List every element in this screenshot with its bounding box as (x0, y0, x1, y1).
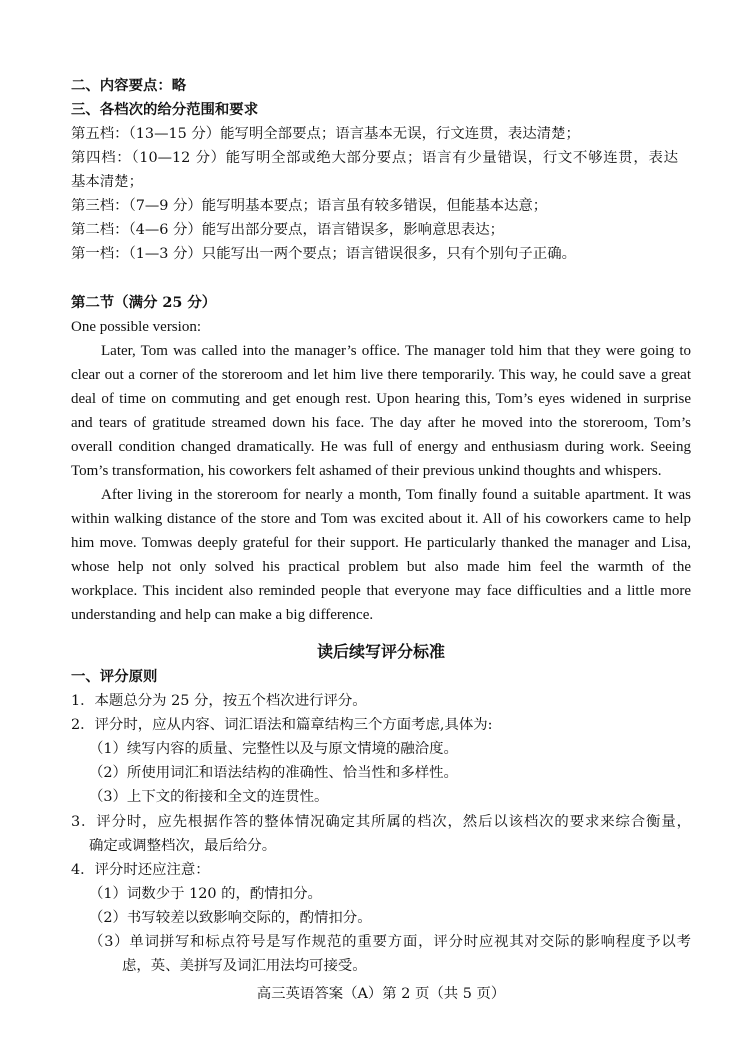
section2-heading: 二、内容要点：略 (71, 77, 187, 94)
essay-line: and tears of gratitude streamed down his face. The day after he moved into the storeroom, Tom’s (71, 415, 691, 431)
rule-subitem: （3）单词拼写和标点符号是写作规范的重要方面，评分时应视其对交际的影响程度予以考 (89, 934, 691, 950)
rule-item: 2．评分时，应从内容、词汇语法和篇章结构三个方面考虑,具体为: (71, 717, 493, 733)
rule-item: 4．评分时还应注意： (71, 862, 210, 878)
rule-item: 1．本题总分为 25 分，按五个档次进行评分。 (71, 693, 367, 709)
grade-line: 第一档：（1—3 分）只能写出一两个要点；语言错误很多，只有个别句子正确。 (71, 246, 576, 262)
essay-line: deal of time on commuting and get enough rest. Upon hearing this, Tom’s eyes widened in surprise (71, 391, 691, 407)
essay-line: After living in the storeroom for nearly a month, Tom finally found a suitable apartment. It was (101, 487, 691, 503)
grade-line: 第四档：（10—12 分）能写明全部或绝大部分要点；语言有少量错误，行文不够连贯，表达 (71, 150, 678, 166)
essay-line: overall condition changed dramatically. He was full of energy and enthusiasm during work. Seeing (71, 439, 691, 455)
criteria-title: 读后续写评分标准 (316, 642, 445, 661)
section3-heading: 三、各档次的给分范围和要求 (71, 101, 259, 118)
page-footer: 高三英语答案（A）第 2 页（共 5 页） (256, 986, 506, 1002)
rule-item-continuation: 确定或调整档次，最后给分。 (89, 838, 277, 854)
grade-line: 第五档：（13—15 分）能写明全部要点；语言基本无误，行文连贯，表达清楚； (71, 126, 580, 142)
rule-subitem-continuation: 虑，英、美拼写及词汇用法均可接受。 (122, 958, 367, 974)
rule-subitem: （3）上下文的衔接和全文的连贯性。 (89, 789, 329, 805)
essay-line: understanding and help can make a big difference. (71, 607, 374, 623)
essay-line: clear out a corner of the storeroom and let him live there temporarily. This way, he could save a great (71, 367, 691, 383)
grade-line: 第二档：（4—6 分）能写出部分要点，语言错误多，影响意思表达； (71, 222, 505, 238)
rule-subitem: （1）词数少于 120 的，酌情扣分。 (89, 886, 322, 902)
essay-line: him move. Tomwas deeply grateful for their support. He particularly thanked the manager and Lisa, (71, 535, 691, 551)
principles-heading: 一、评分原则 (71, 668, 158, 685)
version-label: One possible version: (71, 319, 201, 335)
essay-line: Tom’s transformation, his coworkers felt ashamed of their previous unkind thoughts and whispers. (71, 463, 662, 479)
rule-subitem: （1）续写内容的质量、完整性以及与原文情境的融洽度。 (89, 741, 458, 757)
rule-subitem: （2）书写较差以致影响交际的，酌情扣分。 (89, 910, 372, 926)
part2-heading: 第二节（满分 25 分） (71, 294, 217, 311)
essay-line: workplace. This incident also reminded people that everyone may face difficulties and a little more (71, 583, 691, 599)
essay-line: within walking distance of the store and Tom was excited about it. All of his coworkers came to help (71, 511, 691, 527)
grade-line: 第三档：（7—9 分）能写明基本要点；语言虽有较多错误，但能基本达意； (71, 198, 548, 214)
essay-line: whose help not only solved his practical problem but also made him feel the warmth of the (71, 559, 691, 575)
rule-subitem: （2）所使用词汇和语法结构的准确性、恰当性和多样性。 (89, 765, 458, 781)
essay-line: Later, Tom was called into the manager’s office. The manager told him that they were going to (101, 343, 691, 359)
grade-line: 基本清楚； (71, 174, 143, 190)
rule-item: 3．评分时，应先根据作答的整体情况确定其所属的档次，然后以该档次的要求来综合衡量， (71, 814, 691, 830)
